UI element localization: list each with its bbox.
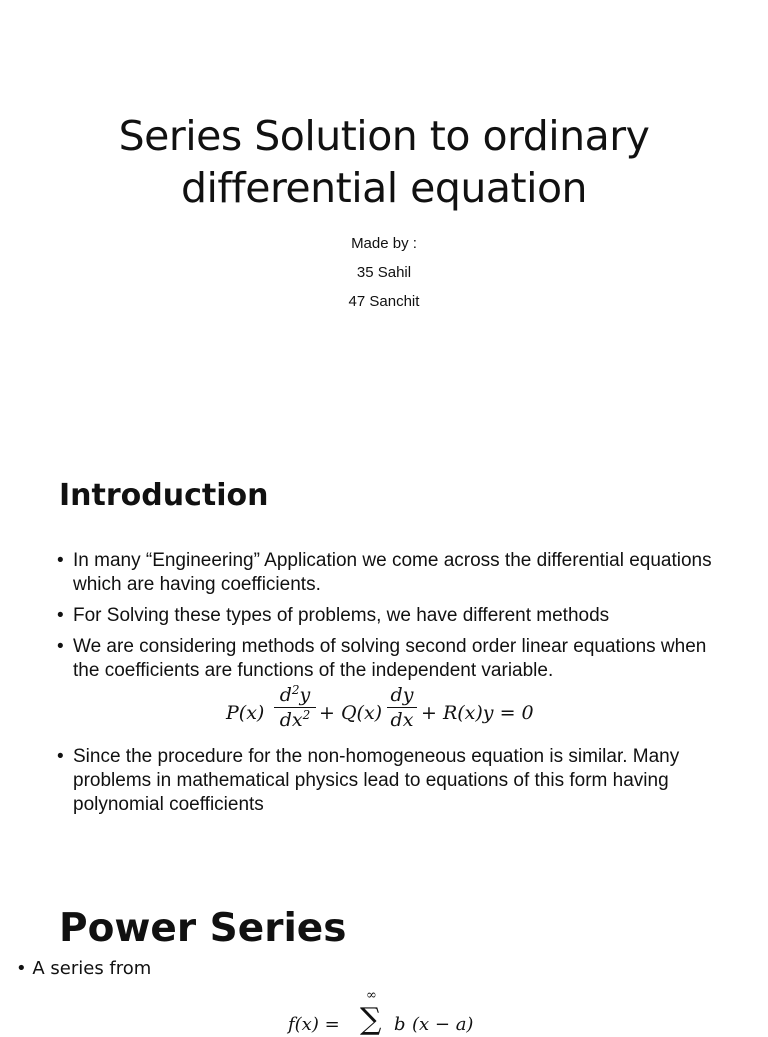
made-by-label: Made by : xyxy=(351,235,417,252)
eq-dx2: $dx^2$ xyxy=(279,708,311,731)
bullet-item xyxy=(57,549,717,597)
bullet-item xyxy=(57,604,717,628)
bullet-text: We are considering methods of solving second order linear equations when the coefficients are functions of the independent variable. xyxy=(73,636,707,681)
eq-first-derivative xyxy=(387,684,417,731)
bullet-text: For Solving these types of problems, we have different methods xyxy=(73,605,610,626)
authors-block xyxy=(0,229,768,316)
eq-f-of-x: f(x) = xyxy=(288,1014,340,1035)
power-series-bullet xyxy=(16,958,151,980)
eq-p-of-x: P(x) xyxy=(226,702,265,724)
bullet-icon: • xyxy=(16,958,27,979)
title-line-2: differential equation xyxy=(180,164,588,212)
bullet-text: A series from xyxy=(32,958,152,979)
bullet-text: In many “Engineering” Application we come across the differential equations which are having coefficients. xyxy=(73,550,712,595)
slide-title xyxy=(0,110,768,214)
eq-d2y: $d^2y$ xyxy=(279,683,311,706)
introduction-heading: Introduction xyxy=(59,478,269,513)
bullet-icon: • xyxy=(57,636,64,657)
eq-plus-r-of-x: + R(x)y = 0 xyxy=(421,702,534,724)
eq-sigma: ∑ xyxy=(360,1002,382,1037)
bullet-icon: • xyxy=(57,605,64,626)
eq-dx: dx xyxy=(390,709,414,731)
eq-second-derivative xyxy=(274,684,316,731)
title-slide xyxy=(0,0,768,440)
bullet-text: Since the procedure for the non-homogeneous equation is similar. Many problems in mathematical physics lead to equations of this form having polynomial coefficients xyxy=(73,746,680,815)
introduction-bullet-list xyxy=(57,549,717,824)
introduction-slide xyxy=(0,440,768,880)
power-series-slide xyxy=(0,880,768,1037)
author-sahil: 35 Sahil xyxy=(356,264,412,281)
eq-dy: dy xyxy=(390,684,414,706)
eq-b-term: b xyxy=(394,1014,406,1035)
eq-x-minus-a: (x − a) xyxy=(412,1014,474,1035)
bullet-icon: • xyxy=(57,746,64,767)
equation-row xyxy=(57,684,717,738)
eq-infinity: ∞ xyxy=(366,988,377,1003)
bullet-item xyxy=(57,745,717,817)
eq-plus-q-of-x: + Q(x) xyxy=(319,702,383,724)
bullet-item xyxy=(57,635,717,683)
bullet-icon: • xyxy=(57,550,64,571)
power-series-heading: Power Series xyxy=(59,906,347,951)
eq-fraction-bar xyxy=(387,707,417,708)
title-line-1: Series Solution to ordinary xyxy=(118,112,650,160)
ode-equation xyxy=(57,684,717,738)
power-series-equation xyxy=(280,988,520,1037)
author-sanchit: 47 Sanchit xyxy=(348,293,420,310)
